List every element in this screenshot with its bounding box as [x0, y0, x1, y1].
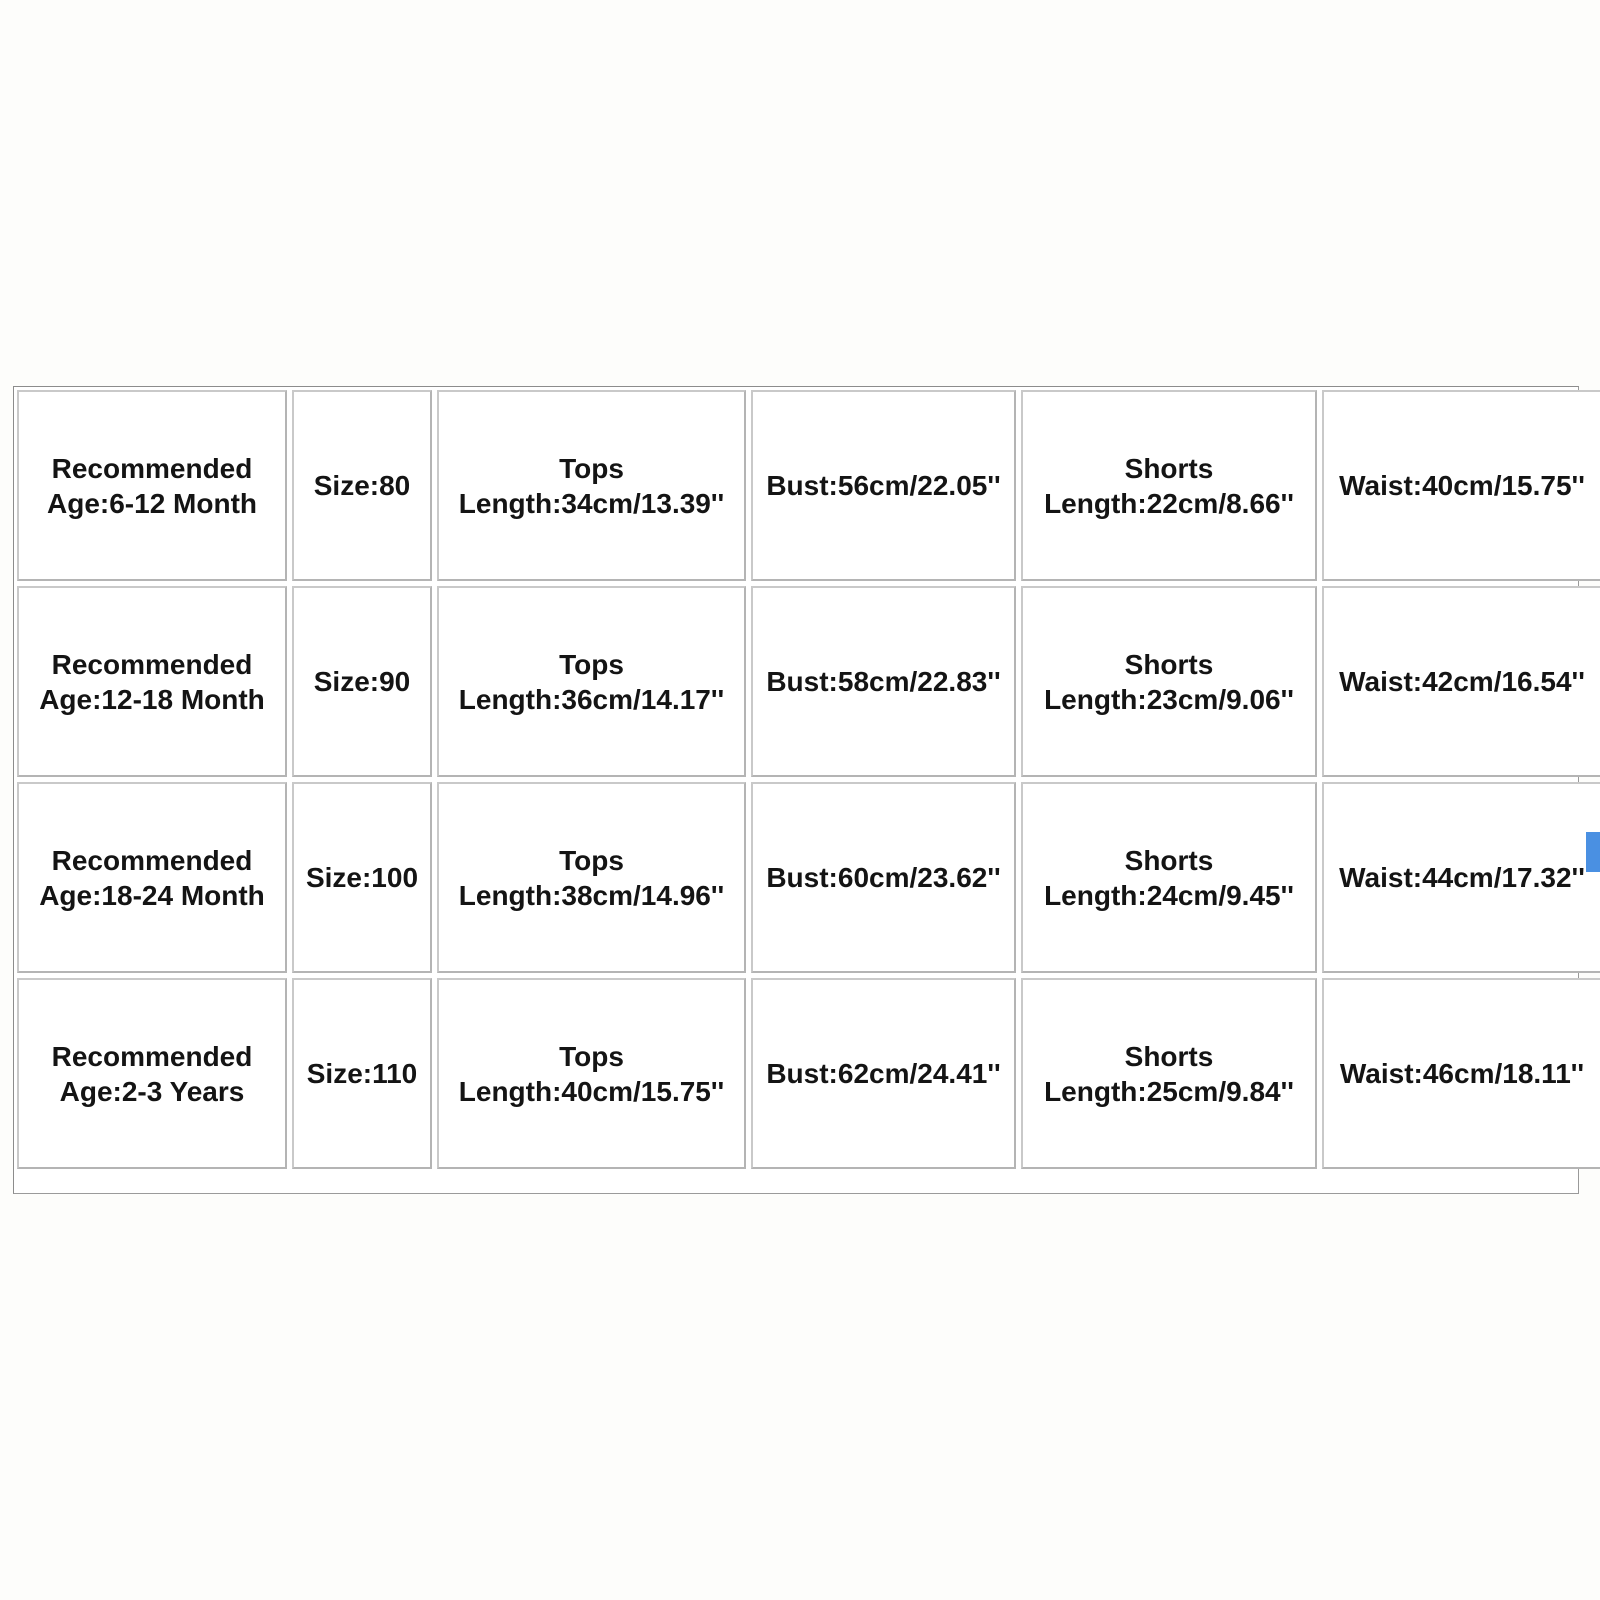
size-cell: Size:100	[292, 782, 432, 973]
waist-cell: Waist:44cm/17.32''	[1322, 782, 1600, 973]
shorts-length-cell	[1021, 978, 1317, 1169]
tops-length-value: Length:40cm/15.75''	[458, 1075, 725, 1107]
age-label: Recommended	[51, 1040, 253, 1072]
age-value: Age:12-18 Month	[39, 683, 265, 715]
age-cell	[17, 390, 287, 581]
edge-marker	[1586, 832, 1600, 872]
bust-cell: Bust:60cm/23.62''	[751, 782, 1016, 973]
tops-length-value: Length:34cm/13.39''	[458, 487, 725, 519]
table-row	[17, 782, 1600, 973]
tops-length-cell	[437, 782, 746, 973]
table-row	[17, 586, 1600, 777]
shorts-length-value: Length:23cm/9.06''	[1044, 683, 1294, 715]
tops-length-cell	[437, 586, 746, 777]
table-row	[17, 390, 1600, 581]
age-value: Age:18-24 Month	[39, 879, 265, 911]
age-cell	[17, 978, 287, 1169]
tops-label: Tops	[559, 452, 624, 484]
age-value: Age:6-12 Month	[47, 487, 257, 519]
tops-label: Tops	[559, 648, 624, 680]
tops-label: Tops	[559, 844, 624, 876]
shorts-length-value: Length:25cm/9.84''	[1044, 1075, 1294, 1107]
waist-cell: Waist:46cm/18.11''	[1322, 978, 1600, 1169]
shorts-length-cell	[1021, 586, 1317, 777]
age-cell	[17, 586, 287, 777]
bust-cell: Bust:58cm/22.83''	[751, 586, 1016, 777]
age-cell	[17, 782, 287, 973]
age-label: Recommended	[51, 844, 253, 876]
tops-length-value: Length:36cm/14.17''	[458, 683, 725, 715]
size-cell: Size:110	[292, 978, 432, 1169]
tops-length-value: Length:38cm/14.96''	[458, 879, 725, 911]
shorts-label: Shorts	[1124, 648, 1214, 680]
size-chart-frame	[13, 386, 1585, 1194]
shorts-length-cell	[1021, 782, 1317, 973]
age-value: Age:2-3 Years	[59, 1075, 245, 1107]
tops-length-cell	[437, 978, 746, 1169]
shorts-label: Shorts	[1124, 452, 1214, 484]
size-chart-table	[12, 385, 1600, 1174]
tops-label: Tops	[559, 1040, 624, 1072]
size-cell: Size:90	[292, 586, 432, 777]
waist-cell: Waist:40cm/15.75''	[1322, 390, 1600, 581]
table-row	[17, 978, 1600, 1169]
shorts-label: Shorts	[1124, 1040, 1214, 1072]
shorts-label: Shorts	[1124, 844, 1214, 876]
age-label: Recommended	[51, 452, 253, 484]
bust-cell: Bust:56cm/22.05''	[751, 390, 1016, 581]
bust-cell: Bust:62cm/24.41''	[751, 978, 1016, 1169]
tops-length-cell	[437, 390, 746, 581]
size-cell: Size:80	[292, 390, 432, 581]
age-label: Recommended	[51, 648, 253, 680]
shorts-length-cell	[1021, 390, 1317, 581]
shorts-length-value: Length:24cm/9.45''	[1044, 879, 1294, 911]
shorts-length-value: Length:22cm/8.66''	[1044, 487, 1294, 519]
waist-cell: Waist:42cm/16.54''	[1322, 586, 1600, 777]
